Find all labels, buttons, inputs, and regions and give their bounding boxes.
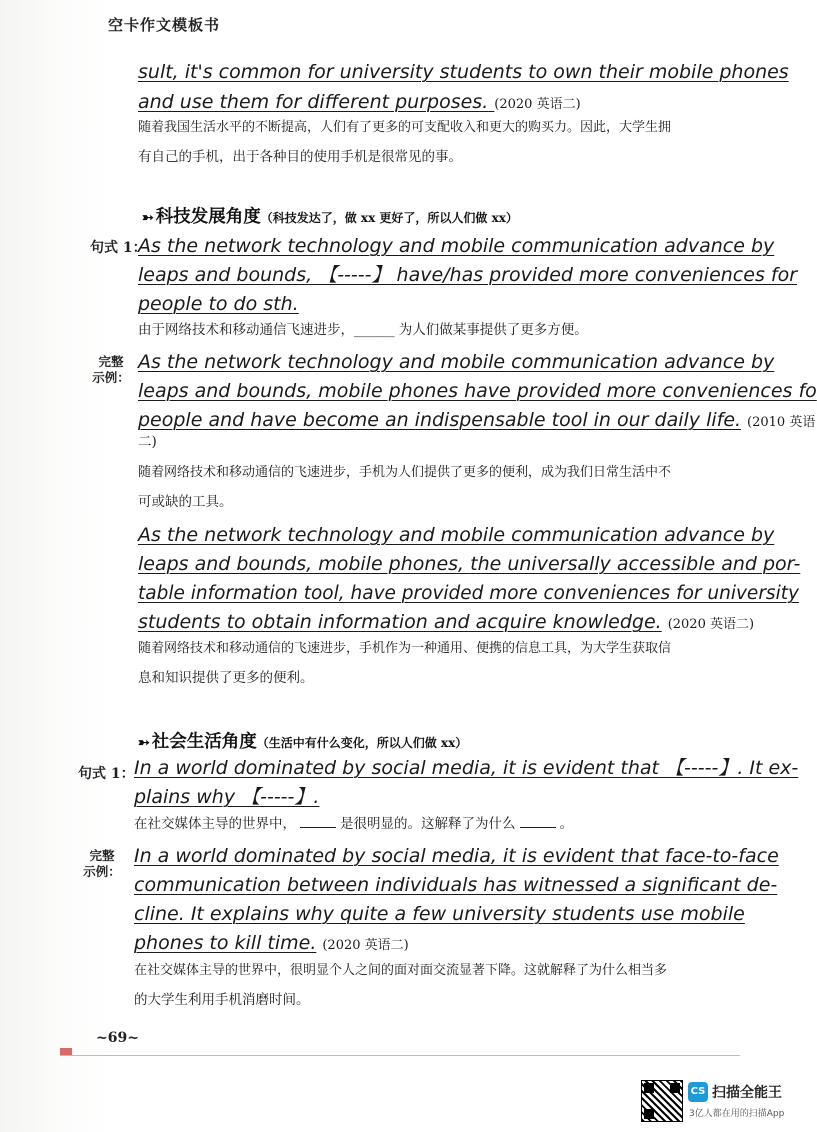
s1-pattern-line-3: people to do sth. bbox=[138, 293, 299, 315]
s1-pattern-line-1: As the network technology and mobile communication advance by bbox=[138, 235, 775, 257]
book-title: 空卡作文模板书 bbox=[108, 16, 221, 34]
s2-ex-line-2: communication between individuals has witnessed a significant de- bbox=[134, 874, 778, 896]
s2-ex-cn-line-2: 的大学生利用手机消磨时间。 bbox=[134, 992, 310, 1008]
s1-ex1-cn-line-2: 可或缺的工具。 bbox=[138, 494, 233, 510]
pattern-label: 句式 1： bbox=[90, 240, 147, 256]
s2-ex-line-1: In a world dominated by social media, it is evident that face-to-face bbox=[134, 845, 779, 867]
s1-ex1-line-3 bbox=[138, 406, 815, 437]
s1-ex1-line-1: As the network technology and mobile communication advance by bbox=[138, 351, 775, 373]
s2-ex-line-3: cline. It explains why quite a few university students use mobile bbox=[134, 903, 745, 925]
blank-line bbox=[300, 817, 336, 828]
top-en-line-1: sult, it's common for university students to own their mobile phones bbox=[138, 61, 789, 83]
arrow-icon: ➳ bbox=[142, 210, 154, 226]
section-note: （生活中有什么变化，所以人们做 xx） bbox=[256, 736, 468, 750]
s2-pattern-cn bbox=[134, 810, 573, 839]
qr-code-icon bbox=[641, 1080, 683, 1122]
example-label-line-1: 完整 bbox=[98, 354, 124, 369]
section-heading-social bbox=[138, 728, 467, 753]
s1-pattern-line-2: leaps and bounds, 【-----】 have/has provided more conveniences for bbox=[138, 264, 798, 286]
page-bottom-rule bbox=[60, 1055, 740, 1056]
s1-ex2-line-1: As the network technology and mobile communication advance by bbox=[138, 524, 775, 546]
s1-ex2-line-2: leaps and bounds, mobile phones, the universally accessible and por- bbox=[138, 553, 801, 575]
s1-ex1-source-cont: 二) bbox=[138, 434, 157, 450]
s1-ex1-cn-line-1: 随着网络技术和移动通信的飞速进步，手机为人们提供了更多的便利，成为我们日常生活中不 bbox=[138, 465, 672, 480]
section-heading-tech bbox=[142, 203, 518, 228]
s2-pattern-line-1: In a world dominated by social media, it is evident that 【-----】. It ex- bbox=[134, 757, 799, 779]
s2-pattern-cn-b: 是很明显的。这解释了为什么 bbox=[340, 816, 516, 832]
section-note: （科技发达了，做 xx 更好了，所以人们做 xx） bbox=[260, 211, 518, 225]
s1-ex1-text: people and have become an indispensable tool in our daily life. bbox=[138, 409, 742, 431]
s1-ex2-cn-line-1: 随着网络技术和移动通信的飞速进步，手机作为一种通用、便携的信息工具，为大学生获取信 bbox=[138, 641, 672, 656]
top-cn-line-2: 有自己的手机，出于各种目的使用手机是很常见的事。 bbox=[138, 149, 462, 165]
s1-ex2-source: (2020 英语二) bbox=[667, 617, 755, 632]
blank-line bbox=[520, 817, 556, 828]
top-cn-line-1: 随着我国生活水平的不断提高，人们有了更多的可支配收入和更大的购买力。因此，大学生拥 bbox=[138, 120, 672, 135]
section-title: 社会生活角度 bbox=[151, 732, 257, 752]
s2-ex-source: (2020 英语二) bbox=[322, 938, 409, 953]
camscanner-logo-icon: CS bbox=[688, 1082, 708, 1102]
s1-pattern-cn: 由于网络技术和移动通信飞速进步，______ 为人们做某事提供了更多方便。 bbox=[138, 322, 588, 338]
pattern-label: 句式 1： bbox=[78, 766, 135, 782]
s2-ex-text: phones to kill time. bbox=[134, 932, 317, 954]
example-label-line-2: 示例： bbox=[83, 864, 121, 879]
watermark-name: 扫描全能王 bbox=[712, 1085, 782, 1101]
s1-ex1-source: (2010 英语 bbox=[747, 415, 816, 430]
s2-pattern-cn-a: 在社交媒体主导的世界中， bbox=[134, 816, 296, 832]
section-title: 科技发展角度 bbox=[155, 207, 261, 227]
arrow-icon: ➳ bbox=[138, 735, 150, 751]
page-number: ~69~ bbox=[96, 1030, 139, 1046]
s2-ex-cn-line-1: 在社交媒体主导的世界中，很明显个人之间的面对面交流显著下降。这就解释了为什么相当多 bbox=[134, 963, 668, 978]
example-label-line-2: 示例： bbox=[92, 370, 130, 385]
top-source: (2020 英语二) bbox=[494, 97, 581, 112]
s2-pattern-cn-c: 。 bbox=[559, 816, 573, 832]
example-label bbox=[91, 354, 131, 386]
s1-ex1-line-2: leaps and bounds, mobile phones have provided more conveniences fo bbox=[138, 380, 817, 402]
example-label bbox=[82, 848, 122, 880]
s2-pattern-line-2: plains why 【-----】. bbox=[134, 786, 320, 808]
watermark-subtitle: 3亿人都在用的扫描App bbox=[689, 1109, 785, 1119]
s1-ex2-line-3: table information tool, have provided more conveniences for university bbox=[138, 583, 799, 604]
s1-ex2-cn-line-2: 息和知识提供了更多的便利。 bbox=[138, 670, 314, 686]
s1-ex2-text: students to obtain information and acquire knowledge. bbox=[138, 611, 662, 633]
example-label-line-1: 完整 bbox=[89, 848, 115, 863]
top-en-text: and use them for different purposes. bbox=[138, 91, 489, 113]
